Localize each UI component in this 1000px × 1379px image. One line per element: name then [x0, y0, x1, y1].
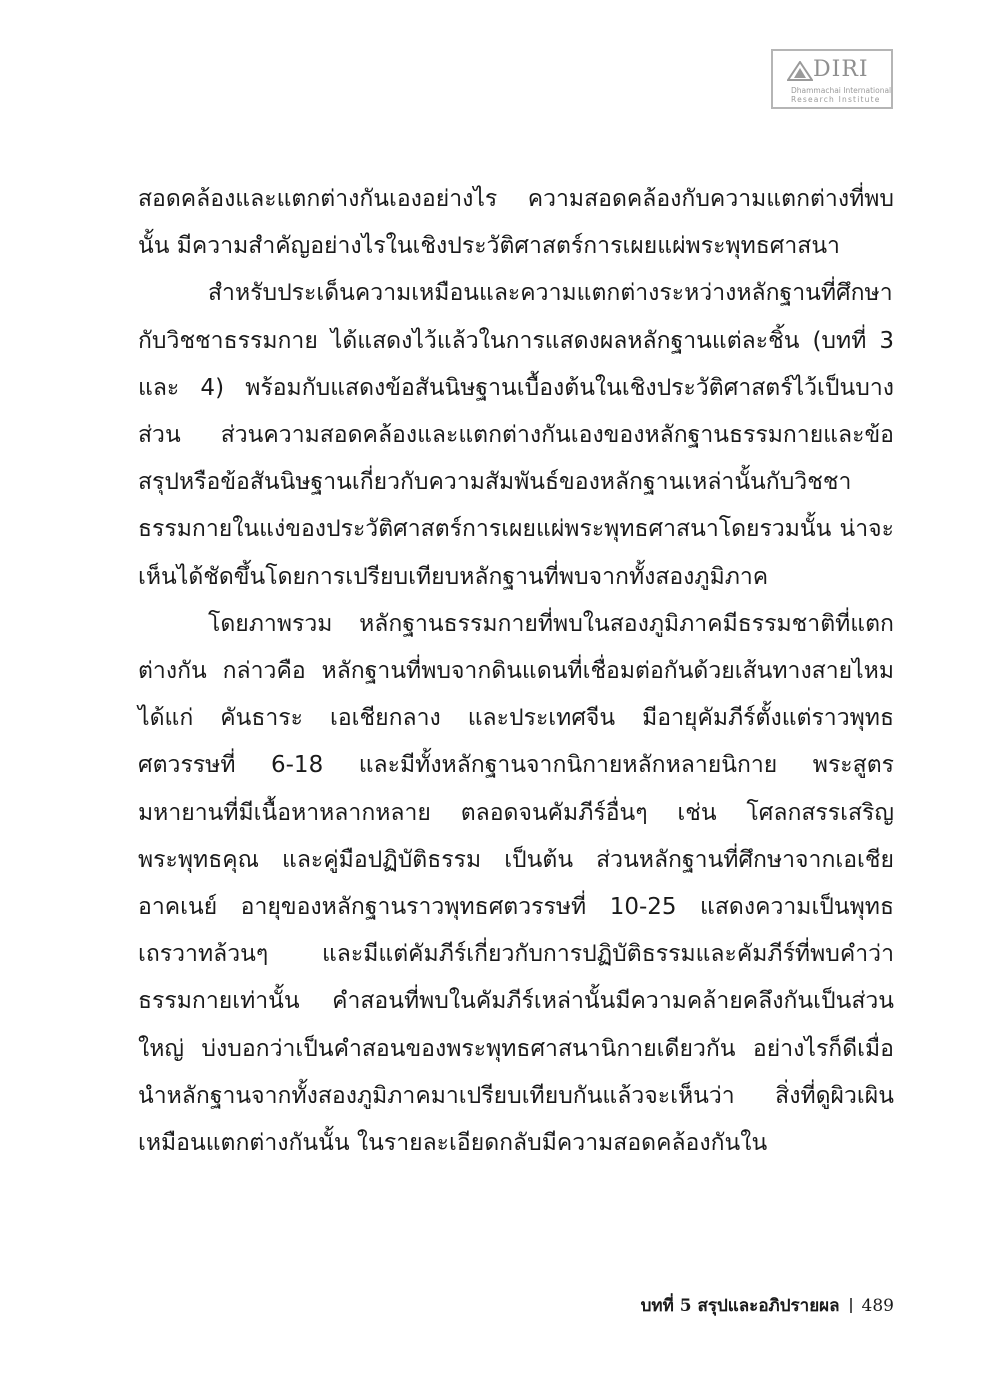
logo-name: DIRI [813, 57, 869, 82]
paragraph-overview: โดยภาพรวม หลักฐานธรรมกายที่พบในสองภูมิภาคมีธรรมชาติที่แตกต่างกัน กล่าวคือ หลักฐานที่พบจากดินแดนที่เชื่อมต่อกันด้วยเส้นทางสายไหม ได้แก่ คันธาระ เอเชียกลาง และประเทศจีน มีอายุคัมภีร์ตั้งแต่ราวพุทธศตวรรษที่ 6-18 และมีทั้งหลักฐานจากนิกายหลักหลายนิกาย พระสูตรมหายานที่มีเนื้อหาหลากหลาย ตลอดจนคัมภีร์อื่นๆ เช่น โศลกสรรเสริญพระพุทธคุณ และคู่มือปฏิบัติธรรม เป็นต้น ส่วนหลักฐานที่ศึกษาจากเอเชียอาคเนย์ อายุของหลักฐานราวพุทธศตวรรษที่ 10-25 แสดงความเป็นพุทธเถรวาทล้วนๆ และมีแต่คัมภีร์เกี่ยวกับการปฏิบัติธรรมและคัมภีร์ที่พบคำว่าธรรมกายเท่านั้น คำสอนที่พบในคัมภีร์เหล่านั้นมีความคล้ายคลึงกันเป็นส่วนใหญ่ บ่งบอกว่าเป็นคำสอนของพระพุทธศาสนานิกายเดียวกัน อย่างไรก็ดีเมื่อนำหลักฐานจากทั้งสองภูมิภาคมาเปรียบเทียบกันแล้วจะเห็นว่า สิ่งที่ดูผิวเผินเหมือนแตกต่างกันนั้น ในรายละเอียดกลับมีความสอดคล้องกันใน [138, 610, 894, 1157]
diri-logo [771, 49, 893, 109]
footer-chapter-title: บทที่ 5 สรุปและอภิปรายผล [640, 1296, 840, 1316]
logo-subtitle-line2: Research Institute [791, 95, 881, 104]
page-footer [641, 1292, 894, 1319]
page-number: 489 [861, 1296, 894, 1316]
logo-subtitle-line1: Dhammachai International [791, 86, 892, 95]
footer-separator [850, 1298, 852, 1313]
paragraph-continuation: สอดคล้องและแตกต่างกันเองอย่างไร ความสอดคล้องกับความแตกต่างที่พบนั้น มีความสำคัญอย่างไรในเชิงประวัติศาสตร์การเผยแผ่พระพุทธศาสนา [138, 186, 894, 260]
triangle-logo-icon [787, 61, 813, 81]
page-body [138, 176, 894, 1167]
paragraph-evidence-comparison: สำหรับประเด็นความเหมือนและความแตกต่างระหว่างหลักฐานที่ศึกษากับวิชชาธรรมกาย ได้แสดงไว้แล้วในการแสดงผลหลักฐานแต่ละชิ้น (บทที่ 3 และ 4) พร้อมกับแสดงข้อสันนิษฐานเบื้องต้นในเชิงประวัติศาสตร์ไว้เป็นบางส่วน ส่วนความสอดคล้องและแตกต่างกันเองของหลักฐานธรรมกายและข้อสรุปหรือข้อสันนิษฐานเกี่ยวกับความสัมพันธ์ของหลักฐานเหล่านั้นกับวิชชาธรรมกายในแง่ของประวัติศาสตร์การเผยแผ่พระพุทธศาสนาโดยรวมนั้น น่าจะเห็นได้ชัดขึ้นโดยการเปรียบเทียบหลักฐานที่พบจากทั้งสองภูมิภาค [138, 280, 894, 590]
